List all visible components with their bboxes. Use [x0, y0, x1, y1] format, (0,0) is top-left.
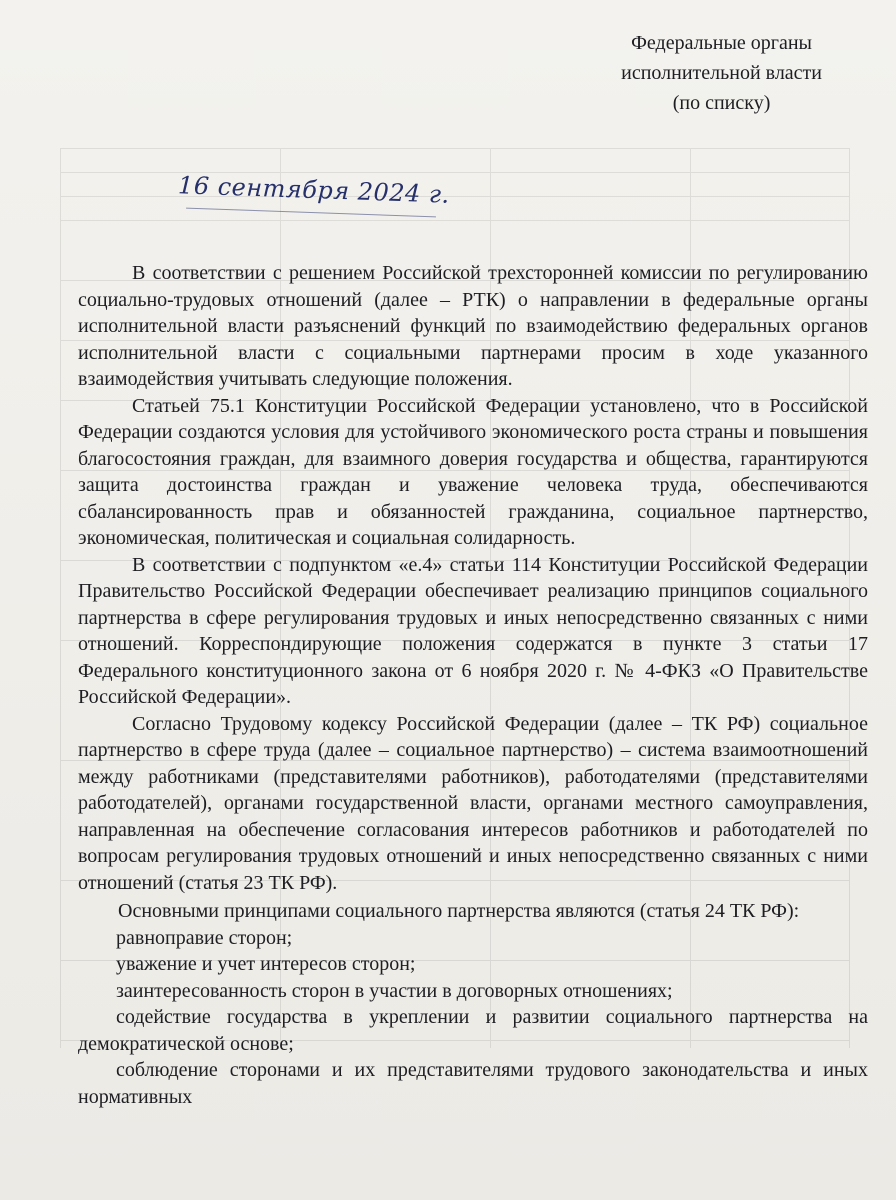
- letter-body: [78, 260, 868, 1110]
- principle-item: содействие государства в укреплении и развитии социального партнерства на демократической основе;: [78, 1006, 868, 1055]
- paragraph-4: Согласно Трудовому кодексу Российской Федерации (далее – ТК РФ) социальное партнерство в сфере труда (далее – социальное партнерство) – система взаимоотношений между работниками (представителями работников), работодателями (представителями работодателей), органами государственной власти, органами местного самоуправления, направленная на обеспечение согласования интересов работников и работодателей по вопросам регулирования трудовых отношений и иных непосредственно связанных с ними отношений (статья 23 ТК РФ).: [78, 712, 868, 894]
- paragraph-2: Статьей 75.1 Конституции Российской Федерации установлено, что в Российской Федерации создаются условия для устойчивого экономического роста страны и повышения благосостояния граждан, для взаимного доверия государства и общества, гарантируются защита достоинства граждан и уважение человека труда, обеспечиваются сбалансированность прав и обязанностей гражданина, социальное партнерство, экономическая, политическая и социальная солидарность.: [78, 394, 868, 549]
- handwritten-date: 16 сентября 2024 г.: [177, 171, 451, 209]
- addressee-line-2: исполнительной власти: [621, 62, 822, 84]
- addressee-block: [621, 28, 822, 118]
- date-underline: [186, 208, 436, 218]
- principle-item: заинтересованность сторон в участии в договорных отношениях;: [116, 979, 673, 1002]
- paragraph-3: В соответствии с подпунктом «е.4» статьи 114 Конституции Российской Федерации Правительство Российской Федерации обеспечивает реализацию принципов социального партнерства в сфере регулирования трудовых и иных непосредственно связанных с ними отношений. Корреспондирующие положения содержатся в пункте 3 статьи 17 Федерального конституционного закона от 6 ноября 2020 г. № 4-ФКЗ «О Правительстве Российской Федерации».: [78, 553, 868, 708]
- principle-item: соблюдение сторонами и их представителями трудового законодательства и иных нормативных: [78, 1059, 868, 1108]
- paragraph-5: Основными принципами социального партнерства являются (статья 24 ТК РФ):: [118, 900, 800, 922]
- addressee-line-1: Федеральные органы: [631, 32, 812, 54]
- paragraph-1: В соответствии с решением Российской трехсторонней комиссии по регулированию социально-трудовых отношений (далее – РТК) о направлении в федеральные органы исполнительной власти разъяснений функций по взаимодействию федеральных органов исполнительной власти с социальными партнерами просим в ходе указанного взаимодействия учитывать следующие положения.: [78, 262, 868, 390]
- principle-item: равноправие сторон;: [116, 926, 293, 949]
- addressee-line-3: (по списку): [672, 92, 771, 114]
- principle-item: уважение и учет интересов сторон;: [116, 953, 416, 975]
